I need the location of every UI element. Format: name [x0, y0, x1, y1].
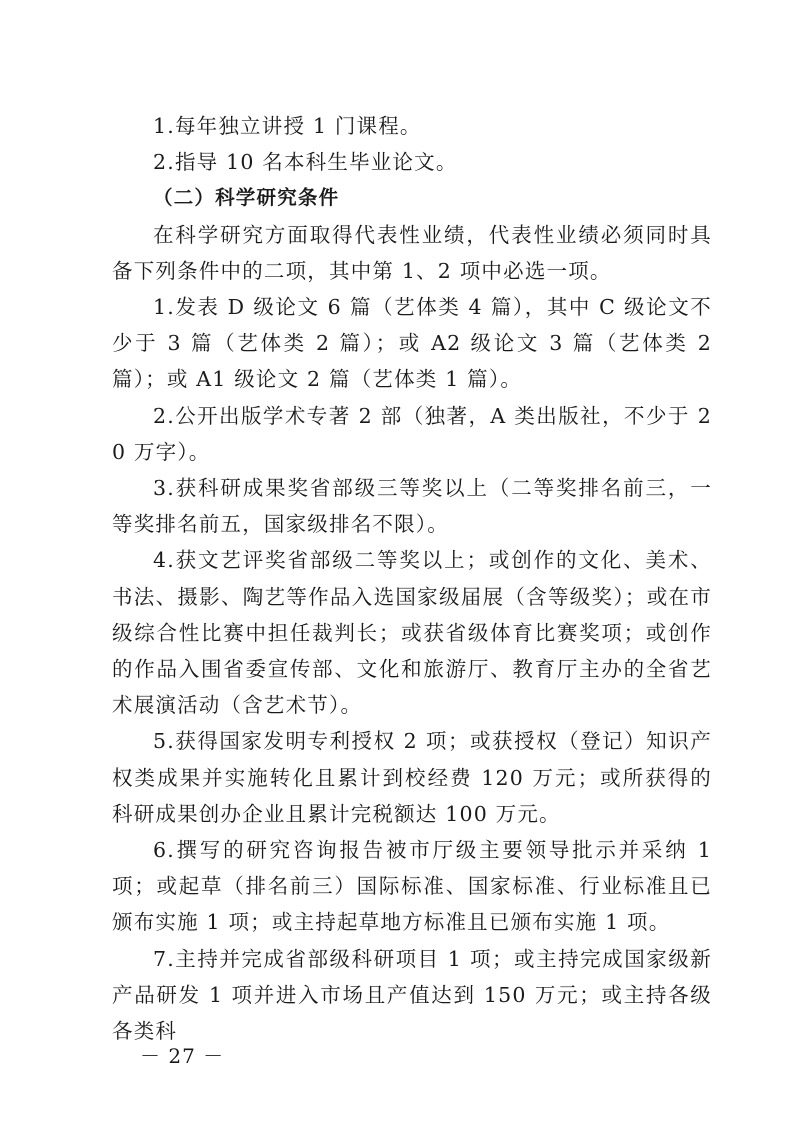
- paragraph-research-intro: 在科学研究方面取得代表性业绩，代表性业绩必须同时具备下列条件中的二项，其中第 1、2 项中必选一项。: [112, 222, 712, 283]
- paragraph-teaching-course: 1.每年独立讲授 1 门课程。: [153, 114, 422, 138]
- paragraph-item-project: 7.主持并完成省部级科研项目 1 项；或主持完成国家级新产品研发 1 项并进入市场且产值达到 150 万元；或主持各级各类科: [112, 946, 712, 1044]
- paragraph-thesis-guidance: 2.指导 10 名本科生毕业论文。: [153, 150, 458, 175]
- page-number: － 27 －: [140, 1044, 225, 1068]
- document-body: [112, 108, 712, 1049]
- paragraph-item-monograph: 2.公开出版学术专著 2 部（独著，A 类出版社，不少于 20 万字）。: [112, 403, 712, 464]
- paragraph-item-research-award: 3.获科研成果奖省部级三等奖以上（二等奖排名前三，一等奖排名前五，国家级排名不限）。: [112, 476, 712, 537]
- paragraph-item-report: 6.撰写的研究咨询报告被市厅级主要领导批示并采纳 1 项；或起草（排名前三）国际标准、国家标准、行业标准且已颁布实施 1 项；或主持起草地方标准且已颁布实施 1 项。: [112, 838, 712, 935]
- paragraph-item-papers: 1.发表 D 级论文 6 篇（艺体类 4 篇），其中 C 级论文不少于 3 篇（艺体类 2 篇）；或 A2 级论文 3 篇（艺体类 2 篇）；或 A1 级论文 2 篇（艺体类 1 篇）。: [112, 295, 712, 392]
- paragraph-item-patent: 5.获得国家发明专利授权 2 项；或获授权（登记）知识产权类成果并实施转化且累计到校经费 120 万元；或所获得的科研成果创办企业且累计完税额达 100 万元。: [112, 729, 712, 826]
- section-heading-research: （二）科学研究条件: [153, 186, 340, 210]
- paragraph-item-arts-award: 4.获文艺评奖省部级二等奖以上；或创作的文化、美术、书法、摄影、陶艺等作品入选国家级届展（含等级奖）；或在市级综合性比赛中担任裁判长；或获省级体育比赛奖项；或创作的作品入围省委宣传部、文化和旅游厅、教育厅主办的全省艺术展演活动（含艺术节）。: [112, 548, 712, 718]
